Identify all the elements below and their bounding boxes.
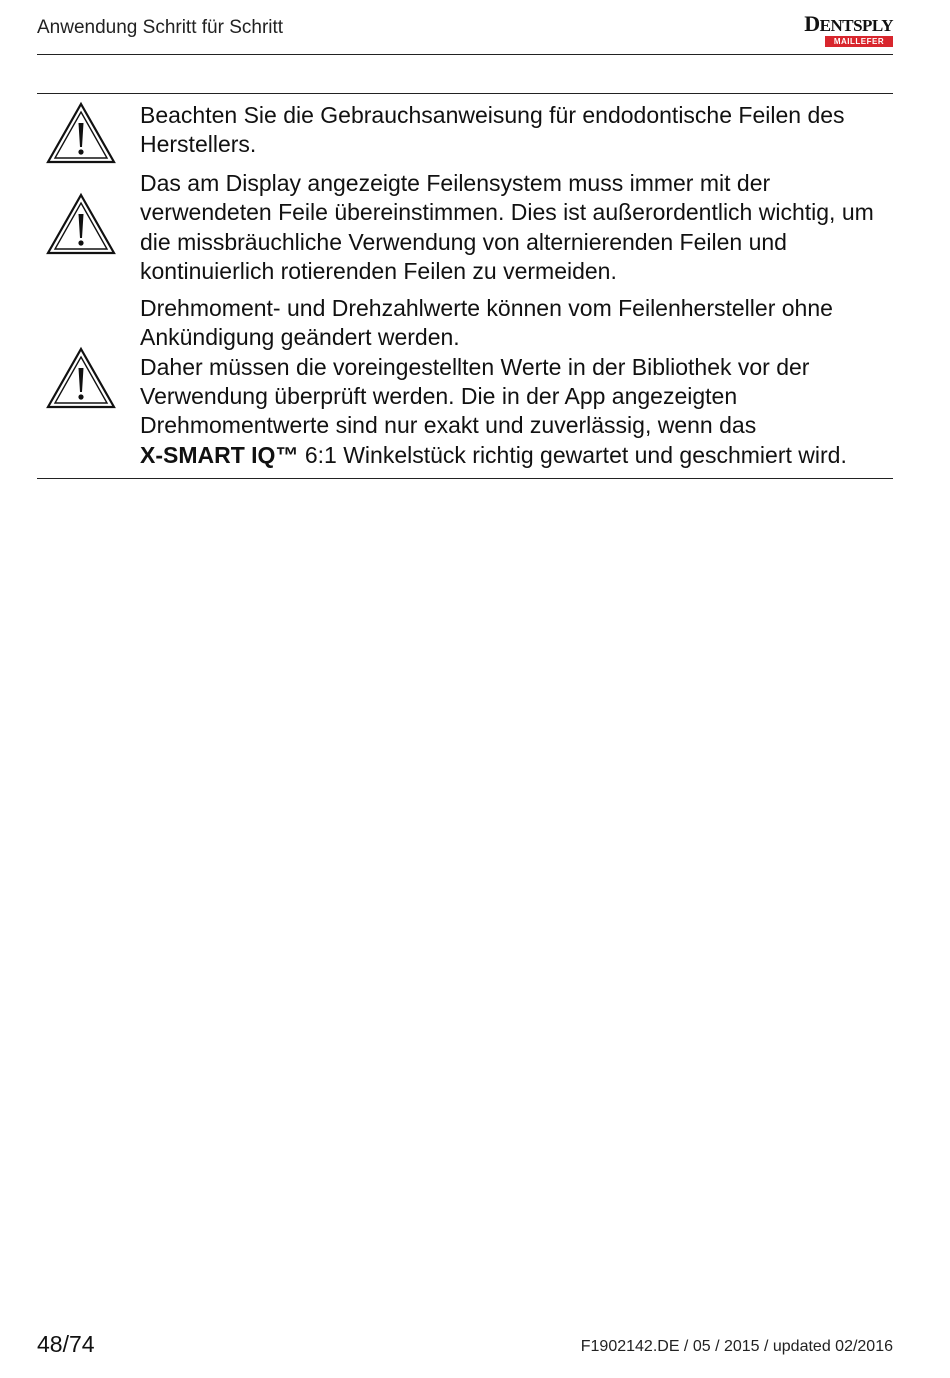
warning-text	[140, 101, 893, 160]
warning-text-torque-check	[140, 353, 893, 470]
page-number: 48/74	[37, 1331, 95, 1357]
page-header	[37, 10, 893, 55]
warning-text-torque-check-body: Daher müssen die voreingestellten Werte in der Bibliothek vor der Verwendung überprüft werden. Die in der App angezeigten Drehmomentwerte sind nur exakt und zuverlässig, wenn das	[140, 353, 810, 439]
logo-wordmark: DENTSPLY	[804, 11, 893, 36]
document-reference: F1902142.DE / 05 / 2015 / updated 02/2016	[580, 1338, 893, 1355]
warnings-table	[37, 93, 893, 479]
warning-text-file-system: Das am Display angezeigte Feilensystem muss immer mit der verwendeten Feile übereinstimmen. Dies ist außerordentlich wichtig, um die missbräuchliche Verwendung von alternierenden Feilen und kontinuierlich rotierenden Feilen zu vermeiden.	[140, 170, 874, 284]
brand-logo	[804, 10, 893, 48]
warning-row	[37, 101, 893, 161]
warning-triangle-icon	[45, 192, 117, 256]
warning-row	[37, 294, 893, 470]
warning-text	[140, 169, 893, 286]
header-title: Anwendung Schritt für Schritt	[37, 17, 284, 38]
warning-text-manufacturer: Beachten Sie die Gebrauchsanweisung für endodontische Feilen des Herstellers.	[140, 102, 845, 158]
logo-subbrand-bar: MAILLEFER	[825, 36, 893, 47]
warning-text-torque-check-end: 6:1 Winkelstück richtig gewartet und geschmiert wird.	[298, 441, 847, 468]
warning-triangle-icon	[45, 346, 117, 410]
warning-row	[37, 169, 893, 286]
warning-text	[140, 294, 893, 470]
warning-text-torque-change: Drehmoment- und Drehzahlwerte können vom Feilenhersteller ohne Ankündigung geändert werden.	[140, 295, 833, 351]
warning-triangle-icon	[45, 101, 117, 165]
product-name: X-SMART IQ™	[140, 441, 299, 468]
